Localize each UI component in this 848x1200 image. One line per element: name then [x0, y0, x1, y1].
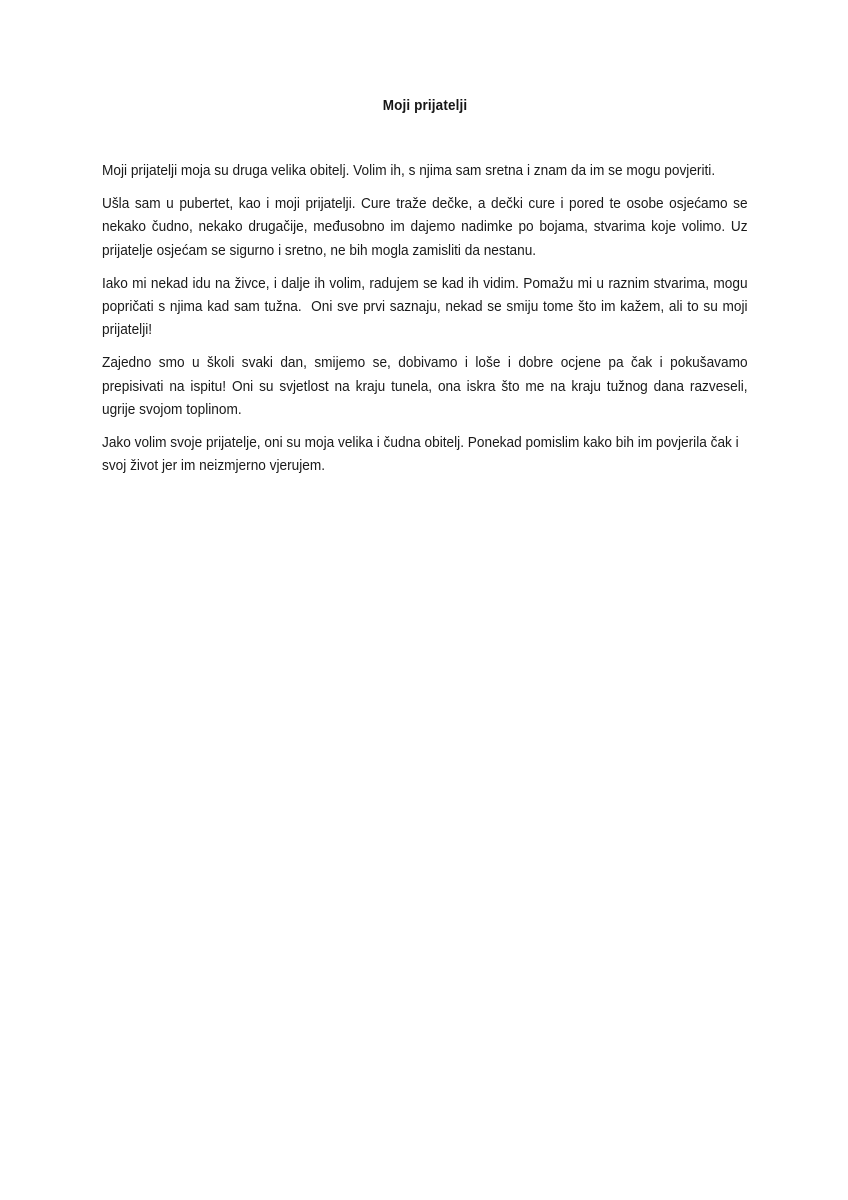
body-paragraph: Zajedno smo u školi svaki dan, smijemo se, dobivamo i loše i dobre ocjene pa čak i pokušavamo prepisivati na ispitu! Oni su svjetlost na kraju tunela, ona iskra što me na kraju tužnog dana razveseli, ugrije svojom toplinom. [102, 355, 752, 418]
title-spacer [102, 116, 748, 160]
page-title: Moji prijatelji [382, 98, 468, 114]
body-paragraph: Iako mi nekad idu na živce, i dalje ih volim, radujem se kad ih vidim. Pomažu mi u raznim stvarima, mogu popričati s njima kad sam tužna. Oni sve prvi saznaju, nekad se smiju tome što im kažem, ali to su moji prijatelji! [102, 275, 752, 339]
body-paragraph: Jako volim svoje prijatelje, oni su moja velika i čudna obitelj. Ponekad pomislim kako bih im povjerila čak i svoj život jer im neizmjerno vjerujem. [102, 435, 743, 475]
body-paragraph: Ušla sam u pubertet, kao i moji prijatelji. Cure traže dečke, a dečki cure i pored te osobe osjećamo se nekako čudno, nekako drugačije, međusobno im dajemo nadimke po bojama, stvarima koje volimo. Uz prijatelje osjećam se sigurno i sretno, ne bih mogla zamisliti da nestanu. [102, 196, 752, 259]
document-body [102, 96, 752, 478]
body-paragraph: Moji prijatelji moja su druga velika obitelj. Volim ih, s njima sam sretna i znam da im se mogu povjeriti. [102, 163, 716, 179]
